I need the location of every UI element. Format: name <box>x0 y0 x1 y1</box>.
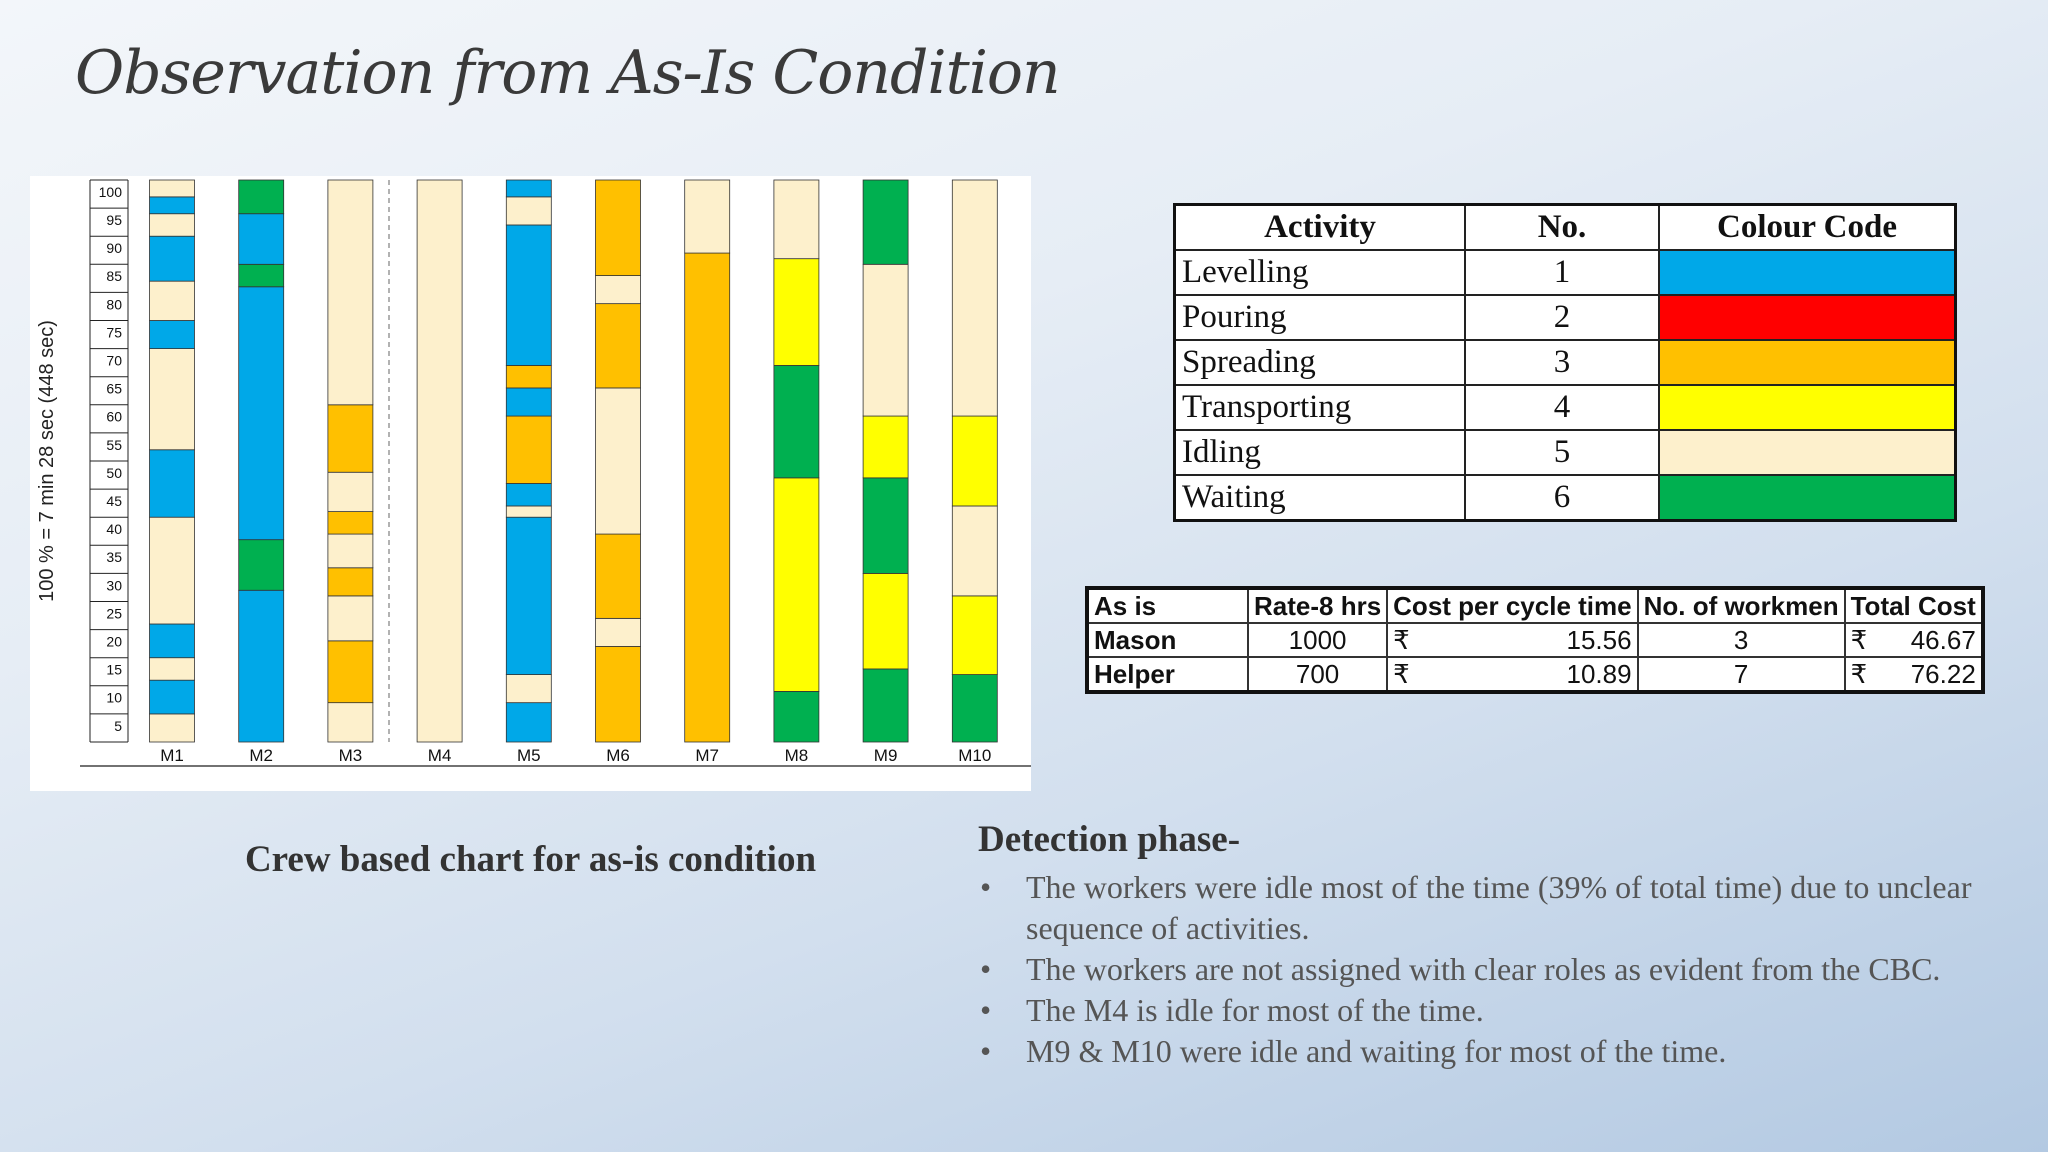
y-tick-label: 65 <box>106 380 122 397</box>
bar-segment-m1 <box>150 714 195 742</box>
bar-segment-m1 <box>150 658 195 680</box>
bar-segment-m8 <box>774 478 819 692</box>
y-tick-label: 40 <box>106 521 122 538</box>
x-tick-label: M2 <box>249 746 274 765</box>
bar-segment-m5 <box>506 517 551 674</box>
cost-header-rate: Rate-8 hrs <box>1248 588 1387 623</box>
bar-segment-m5 <box>506 225 551 366</box>
bar-segment-m1 <box>150 236 195 281</box>
legend-activity: Pouring <box>1175 295 1466 340</box>
y-tick-label: 15 <box>106 661 122 678</box>
bar-segment-m1 <box>150 450 195 517</box>
colour-swatch <box>1660 296 1954 339</box>
activity-legend-table <box>1173 203 1957 522</box>
bar-segment-m9 <box>863 264 908 416</box>
bar-segment-m6 <box>596 618 641 646</box>
currency-symbol: ₹ <box>1850 624 1868 655</box>
legend-colour-swatch <box>1659 340 1956 385</box>
legend-number: 6 <box>1465 475 1659 521</box>
bar-segment-m10 <box>952 675 997 742</box>
x-tick-label: M7 <box>695 746 720 765</box>
y-tick-label: 70 <box>106 352 122 369</box>
bar-segment-m10 <box>952 506 997 596</box>
detection-bullet: • The workers are not assigned with clear roles as evident from the CBC. <box>1026 949 2038 990</box>
y-tick-label: 45 <box>106 492 122 509</box>
bar-segment-m3 <box>328 568 373 596</box>
bar-segment-m5 <box>506 483 551 505</box>
cost-per-cycle-value: 10.89 <box>1566 658 1632 689</box>
cost-row-mason <box>1087 623 1983 657</box>
detection-bullets <box>978 867 2038 1072</box>
cost-total <box>1845 623 1983 657</box>
slide-title: Observation from As-Is Condition <box>75 38 1060 108</box>
bar-segment-m5 <box>506 365 551 387</box>
x-tick-label: M3 <box>338 746 363 765</box>
cost-rate: 700 <box>1248 657 1387 692</box>
bar-segment-m1 <box>150 321 195 349</box>
legend-colour-swatch <box>1659 295 1956 340</box>
bar-segment-m8 <box>774 691 819 742</box>
cost-rate: 1000 <box>1248 623 1387 657</box>
bar-segment-m3 <box>328 641 373 703</box>
y-axis-label: 100 % = 7 min 28 sec (448 sec) <box>36 320 58 602</box>
y-tick-label: 75 <box>106 324 122 341</box>
y-tick-label: 25 <box>106 605 122 622</box>
legend-row-levelling <box>1175 250 1956 295</box>
bar-segment-m3 <box>328 596 373 641</box>
bar-segment-m9 <box>863 416 908 478</box>
cost-workmen: 7 <box>1638 657 1845 692</box>
colour-swatch <box>1660 431 1954 474</box>
colour-swatch <box>1660 341 1954 384</box>
x-tick-label: M1 <box>160 746 184 765</box>
y-tick-label: 90 <box>106 240 122 257</box>
colour-swatch <box>1660 476 1954 519</box>
bar-segment-m8 <box>774 259 819 366</box>
currency-symbol: ₹ <box>1393 658 1410 689</box>
legend-row-transporting <box>1175 385 1956 430</box>
bar-segment-m7 <box>685 253 730 742</box>
legend-colour-swatch <box>1659 430 1956 475</box>
chart-caption: Crew based chart for as-is condition <box>244 839 817 880</box>
bar-segment-m5 <box>506 416 551 483</box>
cost-per-cycle <box>1387 657 1637 692</box>
cost-total <box>1845 657 1983 692</box>
legend-number: 4 <box>1465 385 1659 430</box>
currency-symbol: ₹ <box>1393 624 1410 655</box>
legend-header-no: No. <box>1465 205 1659 251</box>
bar-segment-m7 <box>685 180 730 253</box>
detection-phase <box>978 818 2038 1072</box>
bar-segment-m9 <box>863 573 908 669</box>
cost-header-workmen: No. of workmen <box>1638 588 1845 623</box>
y-tick-label: 35 <box>106 549 122 566</box>
y-tick-label: 100 <box>98 183 122 200</box>
bar-segment-m8 <box>774 365 819 477</box>
bar-segment-m5 <box>506 388 551 416</box>
y-tick-label: 85 <box>106 268 122 285</box>
legend-header-row <box>1175 205 1956 251</box>
bar-segment-m6 <box>596 276 641 304</box>
currency-symbol: ₹ <box>1850 658 1868 689</box>
bar-segment-m9 <box>863 180 908 264</box>
bar-segment-m6 <box>596 534 641 618</box>
legend-activity: Idling <box>1175 430 1466 475</box>
detection-bullet: • The M4 is idle for most of the time. <box>1026 990 2038 1031</box>
x-tick-label: M8 <box>784 746 809 765</box>
bar-segment-m5 <box>506 180 551 197</box>
cost-total-value: 76.22 <box>1910 658 1976 689</box>
legend-number: 5 <box>1465 430 1659 475</box>
bar-segment-m1 <box>150 517 195 624</box>
bar-segment-m3 <box>328 405 373 472</box>
y-tick-label: 50 <box>106 464 122 481</box>
bar-segment-m3 <box>328 180 373 405</box>
bar-segment-m2 <box>239 590 284 742</box>
cost-header-row <box>1087 588 1983 623</box>
bar-segment-m2 <box>239 214 284 265</box>
y-tick-label: 80 <box>106 296 122 313</box>
bar-segment-m10 <box>952 180 997 416</box>
x-tick-label: M5 <box>516 746 541 765</box>
legend-row-pouring <box>1175 295 1956 340</box>
cost-table <box>1085 586 1985 694</box>
bar-segment-m3 <box>328 703 373 742</box>
legend-activity: Levelling <box>1175 250 1466 295</box>
crew-balance-chart-svg <box>30 176 1031 791</box>
y-tick-label: 55 <box>106 436 122 453</box>
x-tick-label: M10 <box>958 746 992 765</box>
bar-segment-m5 <box>506 197 551 225</box>
bar-segment-m9 <box>863 669 908 742</box>
bar-segment-m1 <box>150 680 195 714</box>
bar-segment-m1 <box>150 214 195 236</box>
cost-header-as-is: As is <box>1087 588 1248 623</box>
bar-segment-m3 <box>328 534 373 568</box>
y-tick-label: 5 <box>114 717 122 734</box>
cost-per-cycle <box>1387 623 1637 657</box>
bar-segment-m1 <box>150 349 195 450</box>
detection-bullet: • M9 & M10 were idle and waiting for most of the time. <box>1026 1031 2038 1072</box>
bar-segment-m8 <box>774 180 819 259</box>
bar-segment-m1 <box>150 624 195 658</box>
cost-row-helper <box>1087 657 1983 692</box>
bar-segment-m9 <box>863 478 908 574</box>
bar-segment-m5 <box>506 675 551 703</box>
bar-segment-m6 <box>596 180 641 276</box>
crew-balance-chart <box>30 176 1031 791</box>
cost-header-cost-per-cycle: Cost per cycle time <box>1387 588 1637 623</box>
legend-row-waiting <box>1175 475 1956 521</box>
x-tick-label: M6 <box>606 746 630 765</box>
bar-segment-m6 <box>596 388 641 534</box>
y-tick-label: 10 <box>106 689 122 706</box>
bar-segment-m5 <box>506 703 551 742</box>
legend-number: 1 <box>1465 250 1659 295</box>
legend-header-activity: Activity <box>1175 205 1466 251</box>
legend-colour-swatch <box>1659 385 1956 430</box>
colour-swatch <box>1660 251 1954 294</box>
legend-row-spreading <box>1175 340 1956 385</box>
legend-activity: Spreading <box>1175 340 1466 385</box>
bar-segment-m2 <box>239 540 284 591</box>
y-tick-label: 95 <box>106 211 122 228</box>
bar-segment-m2 <box>239 180 284 214</box>
bar-segment-m6 <box>596 304 641 388</box>
cost-per-cycle-value: 15.56 <box>1566 624 1632 655</box>
cost-role: Helper <box>1087 657 1248 692</box>
bar-segment-m3 <box>328 472 373 511</box>
colour-swatch <box>1660 386 1954 429</box>
bar-segment-m5 <box>506 506 551 517</box>
y-tick-label: 30 <box>106 577 122 594</box>
bar-segment-m10 <box>952 416 997 506</box>
bar-segment-m2 <box>239 287 284 540</box>
y-tick-label: 60 <box>106 408 122 425</box>
legend-row-idling <box>1175 430 1956 475</box>
cost-total-value: 46.67 <box>1910 624 1976 655</box>
cost-role: Mason <box>1087 623 1248 657</box>
cost-workmen: 3 <box>1638 623 1845 657</box>
bar-segment-m10 <box>952 596 997 675</box>
legend-number: 2 <box>1465 295 1659 340</box>
detection-heading: Detection phase- <box>978 819 1241 860</box>
bar-segment-m1 <box>150 281 195 320</box>
bar-segment-m1 <box>150 197 195 214</box>
bar-segment-m4 <box>417 180 462 742</box>
bar-segment-m3 <box>328 512 373 534</box>
cost-header-total: Total Cost <box>1845 588 1983 623</box>
bar-segment-m1 <box>150 180 195 197</box>
detection-bullet: • The workers were idle most of the time (39% of total time) due to unclear sequence of activities. <box>1026 867 2038 949</box>
y-tick-label: 20 <box>106 633 122 650</box>
bar-segment-m6 <box>596 646 641 742</box>
bar-segment-m2 <box>239 264 284 286</box>
legend-colour-swatch <box>1659 250 1956 295</box>
x-tick-label: M9 <box>873 746 898 765</box>
legend-activity: Transporting <box>1175 385 1466 430</box>
legend-number: 3 <box>1465 340 1659 385</box>
legend-colour-swatch <box>1659 475 1956 521</box>
x-tick-label: M4 <box>427 746 452 765</box>
legend-header-colour: Colour Code <box>1659 205 1956 251</box>
legend-activity: Waiting <box>1175 475 1466 521</box>
